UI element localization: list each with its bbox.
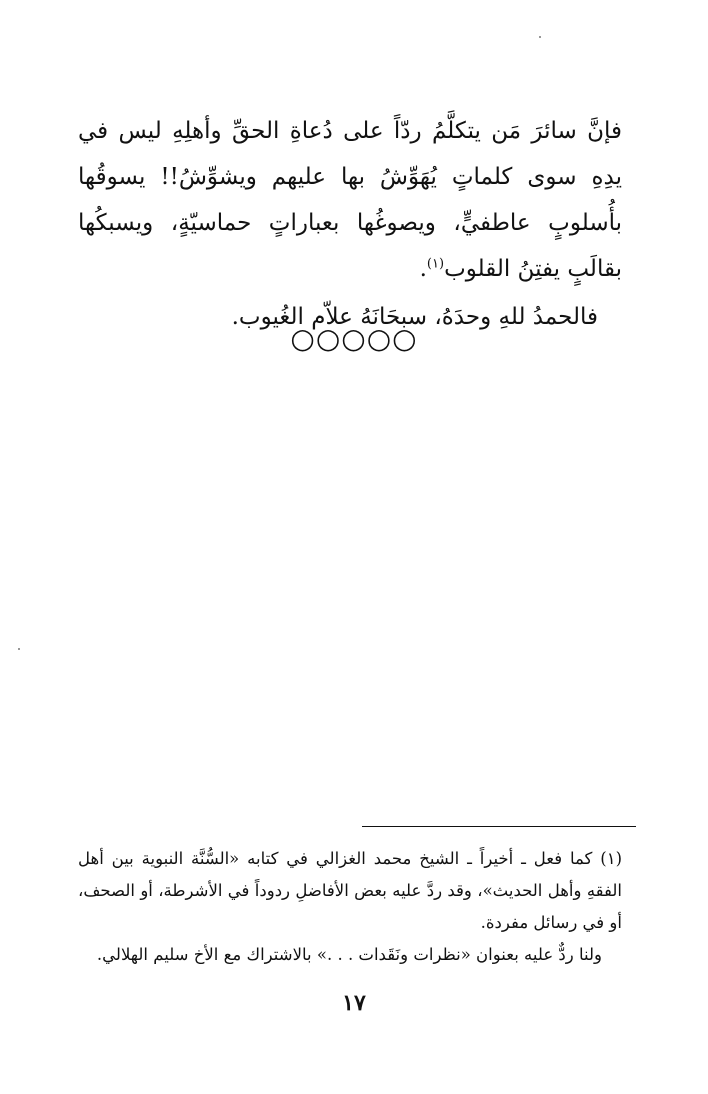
- footnotes: [78, 843, 622, 971]
- scan-speck: [18, 648, 20, 650]
- footnote-reference: (١): [426, 256, 445, 272]
- paragraph-1-text: فإنَّ سائرَ مَن يتكلَّمُ ردّاً على دُعاةِ الحقِّ وأهلِهِ ليس في يدِهِ سوى كلماتٍ يُهَوِّشُ بها عليهم ويشوِّشُ!! يسوقُها بأُسلوبٍ عاطفيٍّ، ويصوغُها بعباراتٍ حماسيّةٍ، ويسبكُها بقالَبٍ يفتِنُ القلوب: [78, 118, 622, 282]
- footnote-1: (١) كما فعل ـ أخيراً ـ الشيخ محمد الغزالي في كتابه «السُّنَّة النبوية بين أهل الفقهِ وأهل الحديث»، وقد ردَّ عليه بعض الأفاضلِ ردوداً في الأشرطة، أو الصحف، أو في رسائل مفردة.: [78, 849, 622, 932]
- main-text: [78, 108, 622, 340]
- footnote-1-continuation: ولنا ردٌّ عليه بعنوان «نظرات ونَقَدات . . .» بالاشتراك مع الأخ سليم الهلالي.: [96, 945, 602, 964]
- footnote-separator-line: [362, 826, 636, 827]
- page-number: ١٧: [342, 990, 366, 1016]
- scan-speck: [539, 36, 541, 38]
- paragraph-1-end: .: [419, 256, 427, 282]
- paragraph-1: [78, 108, 622, 292]
- section-divider: ○○○○○: [290, 322, 418, 355]
- paragraph-2: فالحمدُ للهِ وحدَهُ، سبحَانَهُ علاّم الغُيوب.: [231, 304, 598, 330]
